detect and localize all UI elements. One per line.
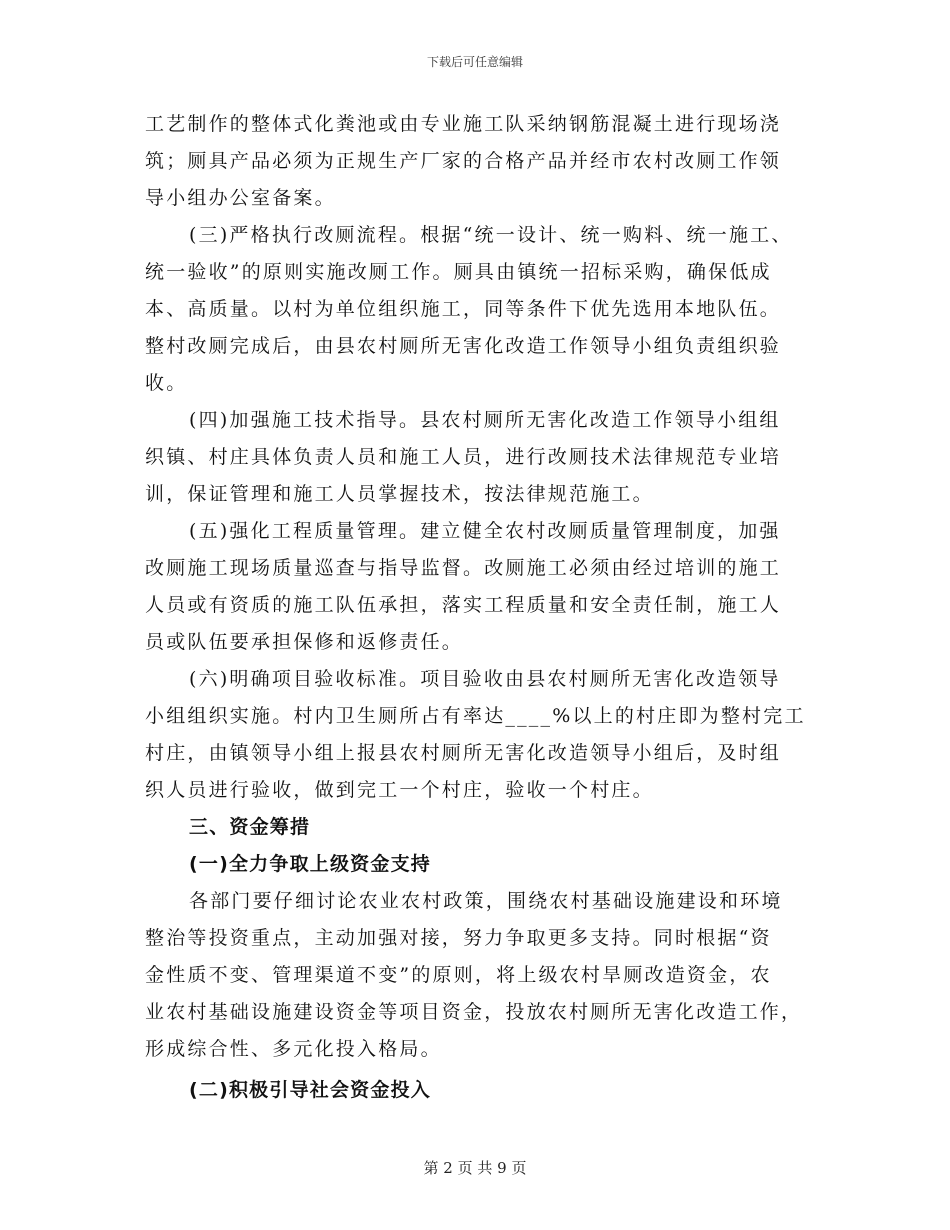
text-line: 统一验收”的原则实施改厕工作。厕具由镇统一招标采购，确保低成 bbox=[145, 261, 772, 283]
text-line: 员或队伍要承担保修和返修责任。 bbox=[145, 631, 464, 653]
text-line: 织人员进行验收，做到完工一个村庄，验收一个村庄。 bbox=[145, 779, 654, 801]
section-heading: 三、资金筹措 bbox=[189, 816, 311, 838]
text-line: 金性质不变、管理渠道不变”的原则，将上级农村旱厕改造资金，农 bbox=[145, 964, 772, 986]
text-line: 导小组办公室备案。 bbox=[145, 187, 336, 209]
subsection-heading: (二)积极引导社会资金投入 bbox=[189, 1079, 431, 1101]
paragraph-start-line: (四)加强施工技术指导。县农村厕所无害化改造工作领导小组组 bbox=[189, 409, 781, 431]
text-line: 本、高质量。以村为单位组织施工，同等条件下优先选用本地队伍。 bbox=[145, 298, 782, 320]
paragraph-start-line: (五)强化工程质量管理。建立健全农村改厕质量管理制度，加强 bbox=[189, 520, 781, 542]
paragraph-start-line: (六)明确项目验收标准。项目验收由县农村厕所无害化改造领导 bbox=[189, 668, 781, 690]
paragraph-start-line: (三)严格执行改厕流程。根据“统一设计、统一购料、统一施工、 bbox=[189, 224, 793, 246]
text-line: 形成综合性、多元化投入格局。 bbox=[145, 1038, 442, 1060]
text-line: 整村改厕完成后，由县农村厕所无害化改造工作领导小组负责组织验 bbox=[145, 335, 782, 357]
text-line: 收。 bbox=[145, 372, 188, 394]
text-line: 业农村基础设施建设资金等项目资金，投放农村厕所无害化改造工作， bbox=[145, 1001, 803, 1023]
text-line: 筑；厕具产品必须为正规生产厂家的合格产品并经市农村改厕工作领 bbox=[145, 150, 782, 172]
page-footer: 第 2 页 共 9 页 bbox=[423, 1159, 527, 1177]
text-line: 人员或有资质的施工队伍承担，落实工程质量和安全责任制，施工人 bbox=[145, 594, 782, 616]
subsection-heading: (一)全力争取上级资金支持 bbox=[189, 853, 431, 875]
text-line: 整治等投资重点，主动加强对接，努力争取更多支持。同时根据“资 bbox=[145, 927, 772, 949]
text-line: 工艺制作的整体式化粪池或由专业施工队采纳钢筋混凝土进行现场浇 bbox=[145, 113, 782, 135]
paragraph-start-line: 各部门要仔细讨论农业农村政策，围绕农村基础设施建设和环境 bbox=[189, 890, 783, 912]
text-line: 村庄，由镇领导小组上报县农村厕所无害化改造领导小组后，及时组 bbox=[145, 742, 782, 764]
page-header: 下载后可任意编辑 bbox=[426, 55, 523, 69]
text-line: 小组组织实施。村内卫生厕所占有率达____%以上的村庄即为整村完工 bbox=[145, 705, 806, 727]
document-body bbox=[145, 106, 810, 1109]
text-line: 训，保证管理和施工人员掌握技术，按法律规范施工。 bbox=[145, 483, 654, 505]
text-line: 织镇、村庄具体负责人员和施工人员，进行改厕技术法律规范专业培 bbox=[145, 446, 782, 468]
text-line: 改厕施工现场质量巡查与指导监督。改厕施工必须由经过培训的施工 bbox=[145, 557, 782, 579]
